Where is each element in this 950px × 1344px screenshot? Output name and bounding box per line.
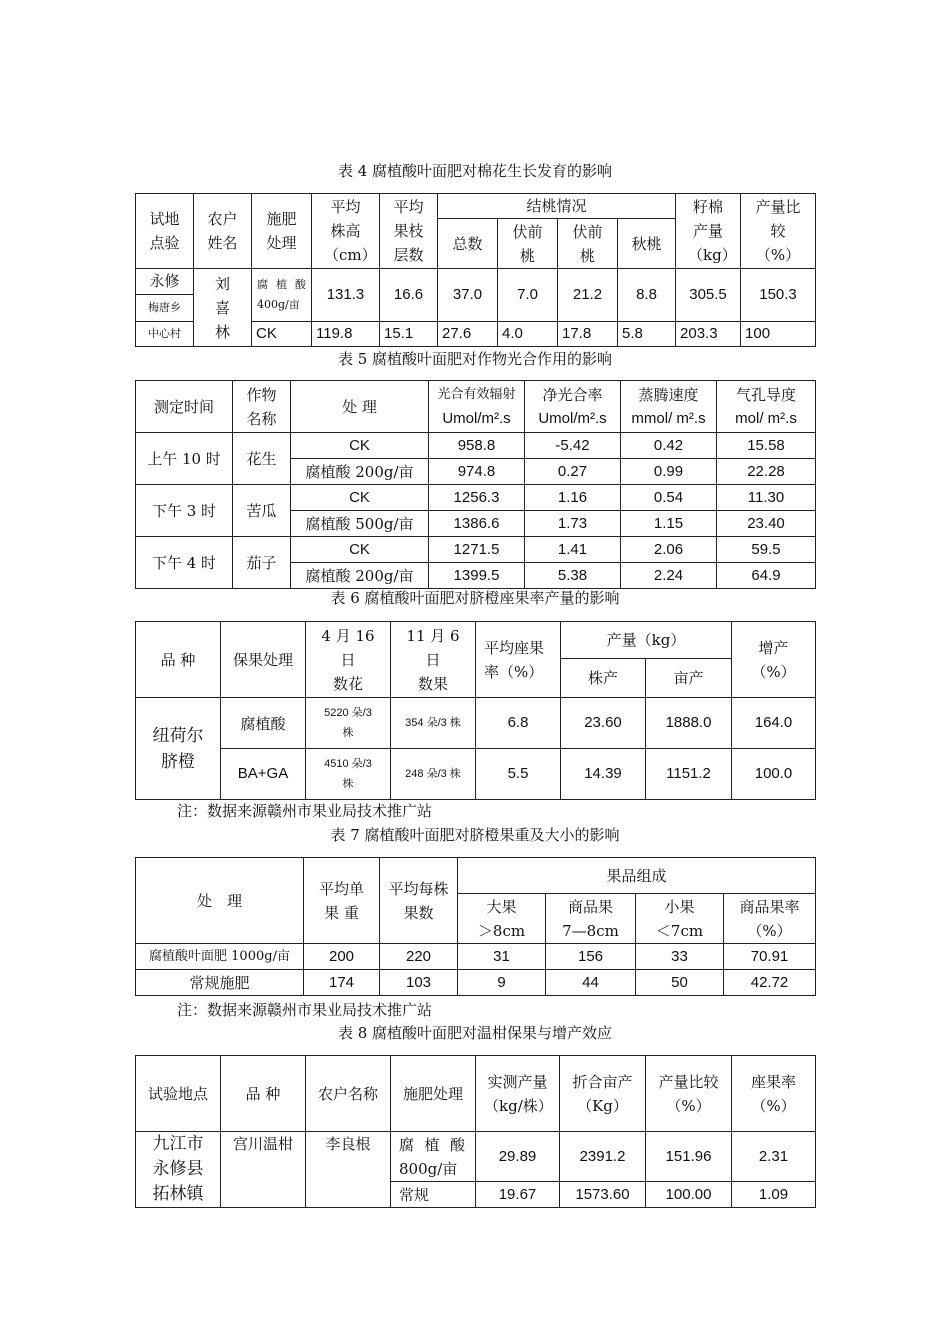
- t6-header-nov-2: 日: [425, 650, 441, 669]
- t4-farmer-cell: [194, 269, 252, 347]
- t5-net: 1.73: [525, 511, 621, 537]
- t8-header-treat: 施肥处理: [391, 1056, 476, 1132]
- t7-header-big-1: 大果: [486, 897, 517, 916]
- t4-pre-b: 21.2: [558, 269, 618, 322]
- table6-caption: 表 6 腐植酸叶面肥对脐橙座果率产量的影响: [330, 589, 620, 607]
- t4-site-3: 中心村: [136, 322, 194, 347]
- t7-weight: 200: [304, 944, 380, 970]
- table6: [135, 621, 816, 800]
- t6-plant: 23.60: [561, 698, 646, 749]
- t6-fruits: 248 朵/3 株: [391, 749, 476, 800]
- t4-cotton: 203.3: [676, 322, 741, 347]
- t6-fruits: 354 朵/3 株: [391, 698, 476, 749]
- t5-treat: 腐植酸 500g/亩: [291, 511, 429, 537]
- t7-com: 156: [546, 944, 636, 970]
- t4-header-site: 试地点验: [136, 194, 194, 269]
- table7-caption: 表 7 腐植酸叶面肥对脐橙果重及大小的影响: [330, 826, 620, 844]
- t6-header-nov-3: 数果: [417, 674, 448, 693]
- t5-crop: 茄子: [233, 537, 291, 589]
- t7-header-treat: 处 理: [136, 858, 304, 944]
- table-row: [136, 944, 816, 970]
- t7-treat: 常规施肥: [136, 970, 304, 996]
- t6-header-apr-2: 日: [340, 650, 356, 669]
- t5-treat: CK: [291, 433, 429, 459]
- t6-header-variety: 品 种: [136, 622, 221, 698]
- t5-net: 1.41: [525, 537, 621, 563]
- t5-treat: CK: [291, 485, 429, 511]
- t5-header-tr: [621, 381, 717, 433]
- t4-total: 27.6: [438, 322, 498, 347]
- t4-header-ratio: 产量比较（%）: [741, 194, 816, 269]
- t4-autumn: 5.8: [618, 322, 676, 347]
- t6-treat: 腐植酸: [221, 698, 306, 749]
- table-row: [136, 537, 816, 563]
- t8-farmer: 李良根: [306, 1132, 391, 1208]
- t5-header-gs-label: 气孔导度: [735, 385, 796, 404]
- t7-crate: 42.72: [724, 970, 816, 996]
- table-row: [136, 698, 816, 749]
- t4-cotton: 305.5: [676, 269, 741, 322]
- t4-farmer-1: 刘: [214, 274, 230, 293]
- table-row: [136, 749, 816, 800]
- t4-autumn: 8.8: [618, 269, 676, 322]
- t7-header-com: [546, 894, 636, 944]
- t7-big: 31: [458, 944, 546, 970]
- t4-header-pre-b: 伏前桃: [558, 219, 618, 269]
- t7-header-big: [458, 894, 546, 944]
- t5-treat: 腐植酸 200g/亩: [291, 459, 429, 485]
- t5-treat: 腐植酸 200g/亩: [291, 563, 429, 589]
- t8-site-2: 永修县: [152, 1159, 204, 1179]
- t5-net: -5.42: [525, 433, 621, 459]
- t8-treat: [391, 1132, 476, 1182]
- t6-header-rate: 平均座果率（%）: [476, 622, 561, 698]
- table-row: [136, 269, 816, 322]
- t6-inc: 164.0: [732, 698, 816, 749]
- t5-gs: 64.9: [717, 563, 816, 589]
- t4-total: 37.0: [438, 269, 498, 322]
- t6-flowers: 5220 朵/3 株: [306, 698, 391, 749]
- t6-flowers: 4510 朵/3 株: [306, 749, 391, 800]
- t4-header-autumn: 秋桃: [618, 219, 676, 269]
- t5-gs: 22.28: [717, 459, 816, 485]
- t7-header-big-2: ＞8cm: [477, 921, 526, 940]
- t4-branch: 15.1: [380, 322, 438, 347]
- t5-gs: 11.30: [717, 485, 816, 511]
- t6-header-apr-3: 数花: [332, 674, 363, 693]
- t5-par: 1256.3: [429, 485, 525, 511]
- table7: [135, 857, 816, 996]
- t8-mu: 1573.60: [560, 1182, 646, 1208]
- table6-note: 注：数据来源赣州市果业局技术推广站: [177, 802, 433, 820]
- t7-treat: 腐植酸叶面肥 1000g/亩: [136, 944, 304, 970]
- t5-header-par: [429, 381, 525, 433]
- t7-header-crate: [724, 894, 816, 944]
- t5-header-net-label: 净光合率: [542, 385, 603, 404]
- t6-variety: [136, 698, 221, 800]
- t8-site-1: 九江市: [152, 1134, 204, 1154]
- t7-header-comp: 果品组成: [458, 858, 816, 894]
- t4-farmer-2: 喜: [214, 298, 230, 317]
- t5-crop: 苦瓜: [233, 485, 291, 537]
- t4-header-farmer: 农户姓名: [194, 194, 252, 269]
- t7-header-small: [636, 894, 724, 944]
- t7-header-com-2: 7—8cm: [562, 921, 619, 940]
- t8-treat-2: 800g/亩: [399, 1159, 458, 1178]
- t8-header-ratio: 产量比较（%）: [646, 1056, 732, 1132]
- t6-rate: 6.8: [476, 698, 561, 749]
- t8-site-3: 拓林镇: [152, 1184, 204, 1204]
- t5-crop: 花生: [233, 433, 291, 485]
- t7-header-crate-2: （%）: [747, 921, 792, 940]
- t8-treat-1: 腐 植 酸: [399, 1135, 465, 1154]
- table8: [135, 1055, 816, 1208]
- t7-header-small-2: ＜7cm: [655, 921, 704, 940]
- table5-caption: 表 5 腐植酸叶面肥对作物光合作用的影响: [337, 350, 613, 368]
- t4-site-2: 梅唐乡: [148, 301, 181, 314]
- t5-par: 974.8: [429, 459, 525, 485]
- t5-par: 1399.5: [429, 563, 525, 589]
- t8-site: [136, 1132, 221, 1208]
- t7-weight: 174: [304, 970, 380, 996]
- t6-header-plant: 株产: [561, 659, 646, 698]
- t4-treat: CK: [252, 322, 312, 347]
- t7-big: 9: [458, 970, 546, 996]
- t5-net: 5.38: [525, 563, 621, 589]
- t4-header-boll: 结桃情况: [438, 194, 676, 219]
- t7-header-count: 平均每株果数: [380, 858, 458, 944]
- t8-header-yield: 实测产量（kg/株）: [476, 1056, 560, 1132]
- t6-mu: 1888.0: [646, 698, 732, 749]
- t4-farmer-3: 林: [214, 322, 230, 341]
- table-row: [136, 485, 816, 511]
- t5-time: 下午 3 时: [136, 485, 233, 537]
- t6-treat: BA+GA: [221, 749, 306, 800]
- t4-header-branch: 平均果枝层数: [380, 194, 438, 269]
- t5-tr: 0.54: [621, 485, 717, 511]
- t8-ratio: 100.00: [646, 1182, 732, 1208]
- t6-header-apr-1: 4 月 16: [321, 626, 375, 645]
- t8-header-site: 试验地点: [136, 1056, 221, 1132]
- t8-header-set: 座果率（%）: [732, 1056, 816, 1132]
- t4-treat: 腐 植 酸 400g/亩: [252, 269, 312, 322]
- t6-header-nov-1: 11 月 6: [406, 626, 460, 645]
- t6-plant: 14.39: [561, 749, 646, 800]
- t5-header-treat: 处 理: [291, 381, 429, 433]
- t5-net: 1.16: [525, 485, 621, 511]
- table4-caption: 表 4 腐植酸叶面肥对棉花生长发育的影响: [337, 162, 613, 180]
- t5-tr: 1.15: [621, 511, 717, 537]
- t8-header-mu: 折合亩产（Kg）: [560, 1056, 646, 1132]
- t5-tr: 2.24: [621, 563, 717, 589]
- t7-crate: 70.91: [724, 944, 816, 970]
- t8-ratio: 151.96: [646, 1132, 732, 1182]
- t4-header-pre-a: 伏前桃: [498, 219, 558, 269]
- table-row: [136, 1132, 816, 1182]
- t7-small: 33: [636, 944, 724, 970]
- t6-variety-2: 脐橙: [161, 751, 195, 772]
- t4-pre-b: 17.8: [558, 322, 618, 347]
- t7-header-com-1: 商品果: [567, 897, 613, 916]
- t7-count: 220: [380, 944, 458, 970]
- t8-variety: 宫川温柑: [221, 1132, 306, 1208]
- t8-yield: 19.67: [476, 1182, 560, 1208]
- t5-header-time: 测定时间: [136, 381, 233, 433]
- t6-header-nov: [391, 622, 476, 698]
- t4-header-cotton: 籽棉产量（kg）: [676, 194, 741, 269]
- table-row: [136, 433, 816, 459]
- table5: [135, 380, 816, 589]
- t4-height: 119.8: [312, 322, 380, 347]
- t4-header-treat: 施肥处理: [252, 194, 312, 269]
- t5-time: 下午 4 时: [136, 537, 233, 589]
- t4-branch: 16.6: [380, 269, 438, 322]
- t6-header-apr: [306, 622, 391, 698]
- t6-header-mu: 亩产: [646, 659, 732, 698]
- t5-header-crop: 作物名称: [233, 381, 291, 433]
- t5-par: 1271.5: [429, 537, 525, 563]
- t4-height: 131.3: [312, 269, 380, 322]
- t8-mu: 2391.2: [560, 1132, 646, 1182]
- t5-tr: 2.06: [621, 537, 717, 563]
- table7-note: 注：数据来源赣州市果业局技术推广站: [177, 1001, 433, 1019]
- t5-net: 0.27: [525, 459, 621, 485]
- t4-pre-a: 7.0: [498, 269, 558, 322]
- t6-header-treat: 保果处理: [221, 622, 306, 698]
- t6-mu: 1151.2: [646, 749, 732, 800]
- t5-header-tr-label: 蒸腾速度: [638, 385, 699, 404]
- t6-header-inc: 增产（%）: [732, 622, 816, 698]
- t5-header-par-unit: Umol/m².s: [442, 409, 511, 427]
- t5-header-gs: [717, 381, 816, 433]
- t7-header-small-1: 小果: [664, 897, 695, 916]
- t7-header-weight: 平均单果 重: [304, 858, 380, 944]
- t6-variety-1: 纽荷尔: [152, 725, 204, 746]
- t5-tr: 0.99: [621, 459, 717, 485]
- t8-treat: 常规: [391, 1182, 476, 1208]
- t6-inc: 100.0: [732, 749, 816, 800]
- t7-count: 103: [380, 970, 458, 996]
- t7-small: 50: [636, 970, 724, 996]
- t8-set: 2.31: [732, 1132, 816, 1182]
- t5-par: 1386.6: [429, 511, 525, 537]
- t8-set: 1.09: [732, 1182, 816, 1208]
- t5-treat: CK: [291, 537, 429, 563]
- t5-par: 958.8: [429, 433, 525, 459]
- t4-header-height: 平均株高（cm）: [312, 194, 380, 269]
- t5-header-par-label: 光合有效辐射: [437, 386, 516, 402]
- t4-site-cell: [136, 269, 194, 322]
- t8-yield: 29.89: [476, 1132, 560, 1182]
- t6-header-yield: 产量（kg）: [561, 622, 732, 659]
- t5-gs: 59.5: [717, 537, 816, 563]
- t5-header-tr-unit: mmol/ m².s: [631, 409, 706, 427]
- t5-gs: 15.58: [717, 433, 816, 459]
- t4-pre-a: 4.0: [498, 322, 558, 347]
- table4: [135, 193, 816, 347]
- t5-header-gs-unit: mol/ m².s: [735, 409, 797, 427]
- t4-site-1: 永修: [136, 269, 193, 295]
- t8-header-farmer: 农户名称: [306, 1056, 391, 1132]
- t4-ratio: 100: [741, 322, 816, 347]
- t4-ratio: 150.3: [741, 269, 816, 322]
- t7-header-crate-1: 商品果率: [739, 897, 800, 916]
- t6-rate: 5.5: [476, 749, 561, 800]
- t5-gs: 23.40: [717, 511, 816, 537]
- t5-header-net: [525, 381, 621, 433]
- table8-caption: 表 8 腐植酸叶面肥对温柑保果与增产效应: [337, 1024, 613, 1042]
- t5-header-net-unit: Umol/m².s: [538, 409, 607, 427]
- t7-com: 44: [546, 970, 636, 996]
- t8-header-variety: 品 种: [221, 1056, 306, 1132]
- table-row: [136, 970, 816, 996]
- t4-header-total: 总数: [438, 219, 498, 269]
- t5-tr: 0.42: [621, 433, 717, 459]
- t5-time: 上午 10 时: [136, 433, 233, 485]
